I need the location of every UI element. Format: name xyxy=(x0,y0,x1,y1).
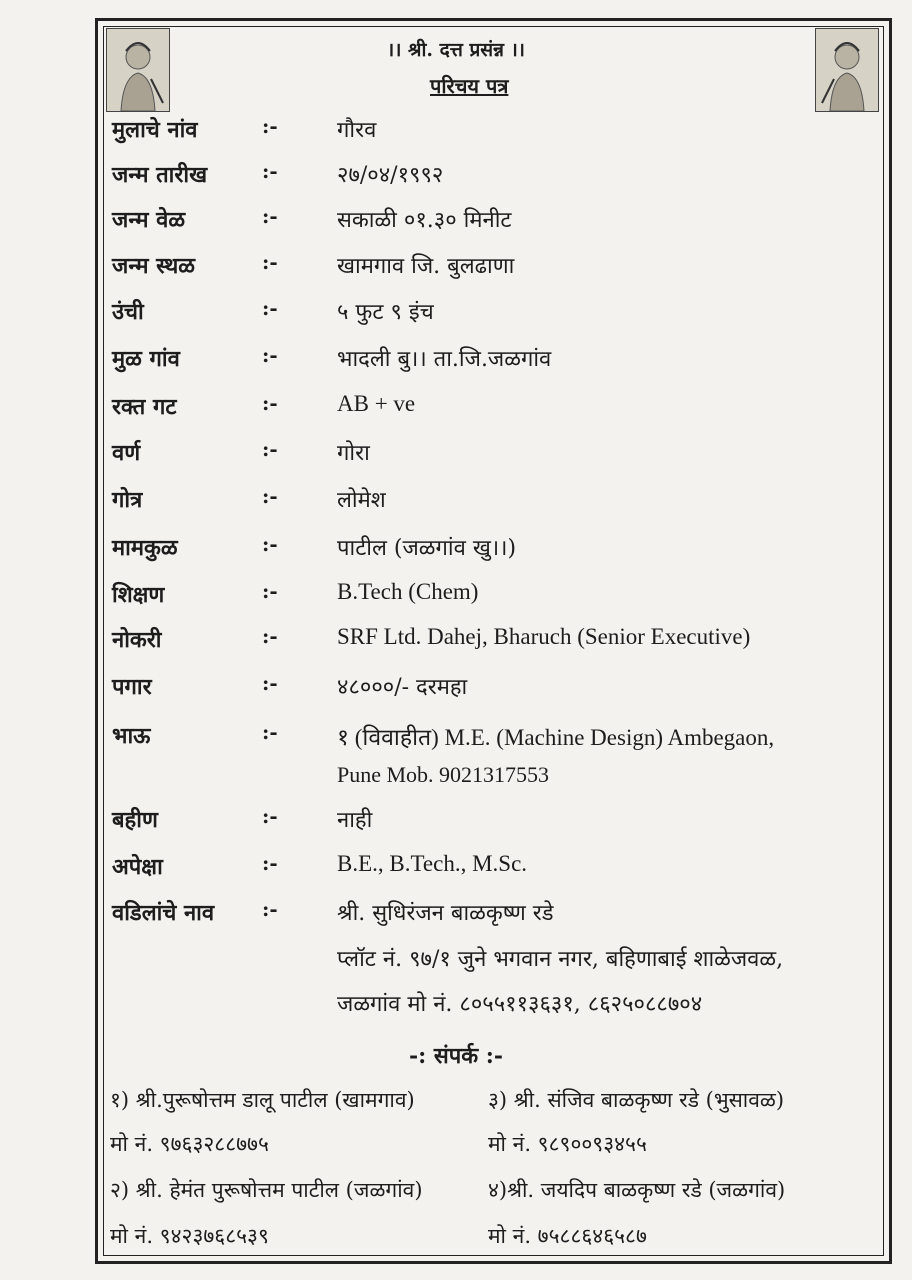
father-address-line-2: जळगांव मो नं. ८०५५११३६३१, ८६२५०८८७०४ xyxy=(337,992,703,1017)
header-blessing: ।। श्री. दत्त प्रसंन्न ।। xyxy=(387,39,525,61)
field-separator: :- xyxy=(262,437,278,461)
field-separator: :- xyxy=(262,804,278,828)
field-value: १ (विवाहीत) M.E. (Machine Design) Ambegaon, xyxy=(337,725,775,750)
field-value: B.E., B.Tech., M.Sc. xyxy=(337,851,528,876)
field-row-birth-time xyxy=(0,200,912,240)
field-row-blood-group xyxy=(0,387,912,427)
field-separator: :- xyxy=(262,296,278,320)
field-separator: :- xyxy=(262,671,278,695)
brother-contact-line: Pune Mob. 9021317553 xyxy=(337,762,550,787)
field-label: गोत्र xyxy=(112,487,143,513)
field-separator: :- xyxy=(262,391,278,415)
document-title: परिचय पत्र xyxy=(430,74,509,98)
field-value: नाही xyxy=(337,808,373,833)
field-row-expectation xyxy=(0,847,912,887)
field-separator: :- xyxy=(262,532,278,556)
field-value: SRF Ltd. Dahej, Bharuch (Senior Executive) xyxy=(337,624,751,649)
contact-1-name: १) श्री.पुरूषोत्तम डालू पाटील (खामगाव) xyxy=(110,1088,415,1112)
field-value: गोरा xyxy=(337,441,370,466)
field-label: मुळ गांव xyxy=(112,346,180,372)
field-row-education xyxy=(0,575,912,615)
field-row-name xyxy=(0,110,912,150)
field-separator: :- xyxy=(262,250,278,274)
field-label: जन्म तारीख xyxy=(112,162,208,188)
field-row-salary xyxy=(0,667,912,707)
contact-4-name: ४)श्री. जयदिप बाळकृष्ण रडे (जळगांव) xyxy=(488,1178,786,1202)
field-label: वर्ण xyxy=(112,440,141,466)
field-label: पगार xyxy=(112,674,152,700)
field-row-height xyxy=(0,292,912,332)
field-value: ५ फुट ९ इंच xyxy=(337,300,434,325)
field-separator: :- xyxy=(262,851,278,875)
field-value: खामगाव जि. बुलढाणा xyxy=(337,254,515,279)
field-row-sister xyxy=(0,800,912,840)
field-label: बहीण xyxy=(112,807,158,833)
field-value: सकाळी ०१.३० मिनीट xyxy=(337,208,512,233)
contact-3-name: ३) श्री. संजिव बाळकृष्ण रडे (भुसावळ) xyxy=(488,1088,785,1112)
field-value: २७/०४/१९९२ xyxy=(337,163,444,188)
field-value: गौरव xyxy=(337,118,377,143)
field-label: नोकरी xyxy=(112,627,162,653)
field-row-maternal-family xyxy=(0,528,912,568)
field-separator: :- xyxy=(262,204,278,228)
contact-4-phone: मो नं. ७५८८६४६५८७ xyxy=(488,1224,647,1248)
field-row-father-name xyxy=(0,893,912,933)
field-value: श्री. सुधिरंजन बाळकृष्ण रडे xyxy=(337,901,554,926)
field-value: भादली बु।। ता.जि.जळगांव xyxy=(337,347,552,372)
field-row-job xyxy=(0,620,912,660)
field-label: मामकुळ xyxy=(112,535,178,561)
contact-3-phone: मो नं. ९८९००९३४५५ xyxy=(488,1132,647,1156)
field-label: अपेक्षा xyxy=(112,854,163,880)
contact-heading: -: संपर्क :- xyxy=(408,1043,504,1069)
field-row-brother xyxy=(0,716,912,756)
field-row-complexion xyxy=(0,433,912,473)
field-separator: :- xyxy=(262,897,278,921)
field-value: AB + ve xyxy=(337,391,416,416)
field-value: ४८०००/- दरमहा xyxy=(337,675,468,700)
contact-2-phone: मो नं. ९४२३७६८५३९ xyxy=(110,1224,269,1248)
field-label: भाऊ xyxy=(112,723,151,749)
field-row-gotra xyxy=(0,480,912,520)
field-separator: :- xyxy=(262,159,278,183)
field-separator: :- xyxy=(262,484,278,508)
field-value: लोमेश xyxy=(337,488,386,513)
field-label: जन्म वेळ xyxy=(112,207,186,233)
field-label: उंची xyxy=(112,299,144,325)
field-row-native-place xyxy=(0,339,912,379)
field-label: जन्म स्थळ xyxy=(112,253,196,279)
contact-2-name: २) श्री. हेमंत पुरूषोत्तम पाटील (जळगांव) xyxy=(110,1178,423,1202)
father-address-line-1: प्लॉट नं. ९७/१ जुने भगवान नगर, बहिणाबाई शाळेजवळ, xyxy=(337,947,784,972)
field-separator: :- xyxy=(262,624,278,648)
field-label: रक्त गट xyxy=(112,394,177,420)
field-label: शिक्षण xyxy=(112,582,165,608)
field-separator: :- xyxy=(262,114,278,138)
field-label: वडिलांचे नाव xyxy=(112,900,215,926)
field-row-birth-date xyxy=(0,155,912,195)
field-separator: :- xyxy=(262,720,278,744)
field-value: B.Tech (Chem) xyxy=(337,579,479,604)
field-value: पाटील (जळगांव खु।।) xyxy=(337,536,517,561)
field-label: मुलाचे नांव xyxy=(112,117,198,143)
field-row-birth-place xyxy=(0,246,912,286)
contact-1-phone: मो नं. ९७६३२८८७७५ xyxy=(110,1132,269,1156)
field-separator: :- xyxy=(262,579,278,603)
field-separator: :- xyxy=(262,343,278,367)
